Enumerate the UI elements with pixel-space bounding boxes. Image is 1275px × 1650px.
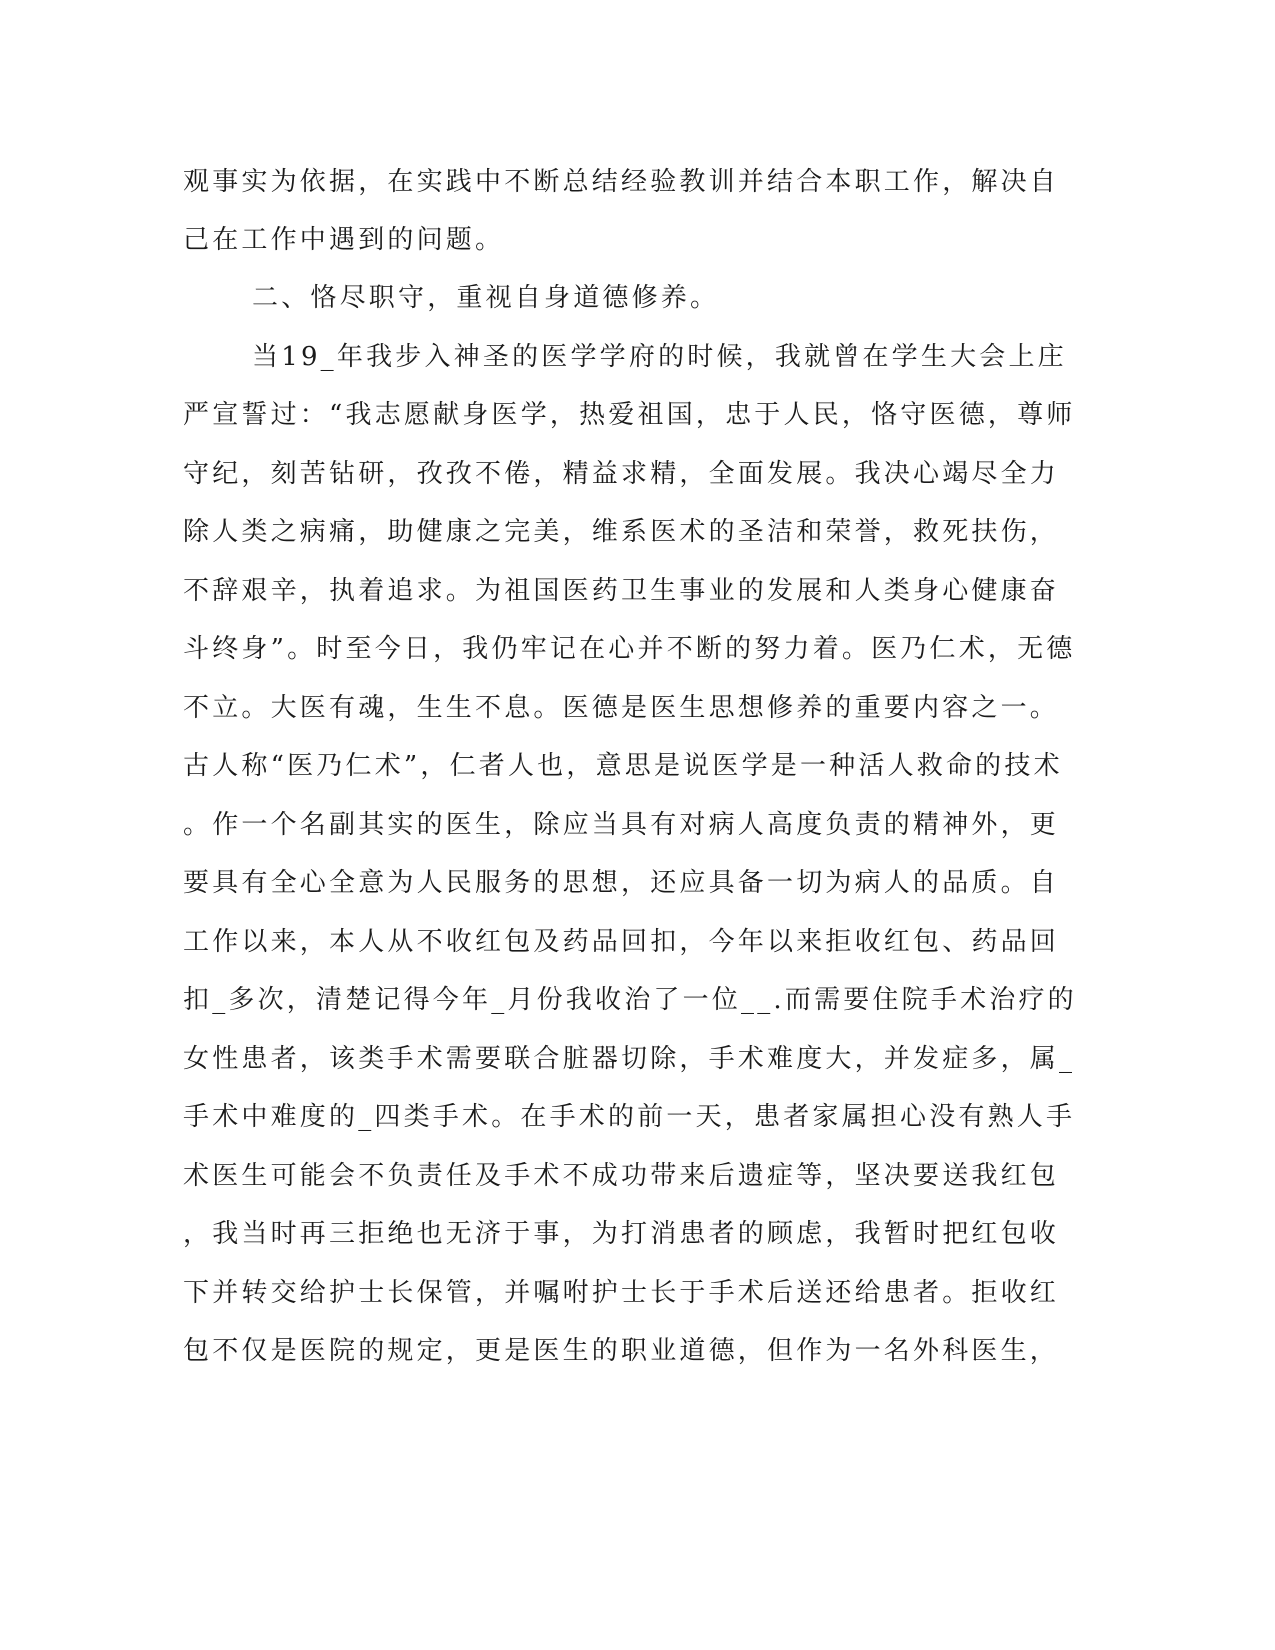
text-line: 古人称“医乃仁术”，仁者人也，意思是说医学是一种活人救命的技术: [183, 751, 1063, 781]
text-line: 工作以来，本人从不收红包及药品回扣，今年以来拒收红包、药品回: [183, 927, 1060, 957]
text-line: 包不仅是医院的规定，更是医生的职业道德，但作为一名外科医生，: [183, 1336, 1060, 1366]
text-line: 观事实为依据，在实践中不断总结经验教训并结合本职工作，解决自: [183, 167, 1060, 197]
text-line: 斗终身”。时至今日，我仍牢记在心并不断的努力着。医乃仁术，无德: [183, 634, 1076, 664]
text-line: 除人类之病痛，助健康之完美，维系医术的圣洁和荣誉，救死扶伤，: [183, 517, 1060, 547]
text-line: 不辞艰辛，执着追求。为祖国医药卫生事业的发展和人类身心健康奋: [183, 576, 1060, 606]
text-line: 要具有全心全意为人民服务的思想，还应具备一切为病人的品质。自: [183, 868, 1060, 898]
text-line: 守纪，刻苦钻研，孜孜不倦，精益求精，全面发展。我决心竭尽全力: [183, 459, 1060, 489]
text-line: 手术中难度的_四类手术。在手术的前一天，患者家属担心没有熟人手: [183, 1102, 1076, 1132]
text-line: 不立。大医有魂，生生不息。医德是医生思想修养的重要内容之一。: [183, 693, 1060, 723]
text-line: 术医生可能会不负责任及手术不成功带来后遗症等，坚决要送我红包: [183, 1161, 1060, 1191]
text-line: 下并转交给护士长保管，并嘱咐护士长于手术后送还给患者。拒收红: [183, 1278, 1060, 1308]
text-line: 。作一个名副其实的医生，除应当具有对病人高度负责的精神外，更: [183, 810, 1060, 840]
text-line: 女性患者，该类手术需要联合脏器切除，手术难度大，并发症多，属_: [183, 1044, 1076, 1074]
text-line: 扣_多次，清楚记得今年_月份我收治了一位__.而需要住院手术治疗的: [183, 985, 1077, 1015]
text-line: 当19_年我步入神圣的医学学府的时候，我就曾在学生大会上庄: [252, 342, 1067, 372]
text-line: 己在工作中遇到的问题。: [183, 225, 505, 255]
text-line: ，我当时再三拒绝也无济于事，为打消患者的顾虑，我暂时把红包收: [183, 1219, 1060, 1249]
text-line: 严宣誓过：“我志愿献身医学，热爱祖国，忠于人民，恪守医德，尊师: [183, 400, 1076, 430]
section-heading: 二、恪尽职守，重视自身道德修养。: [252, 283, 720, 313]
